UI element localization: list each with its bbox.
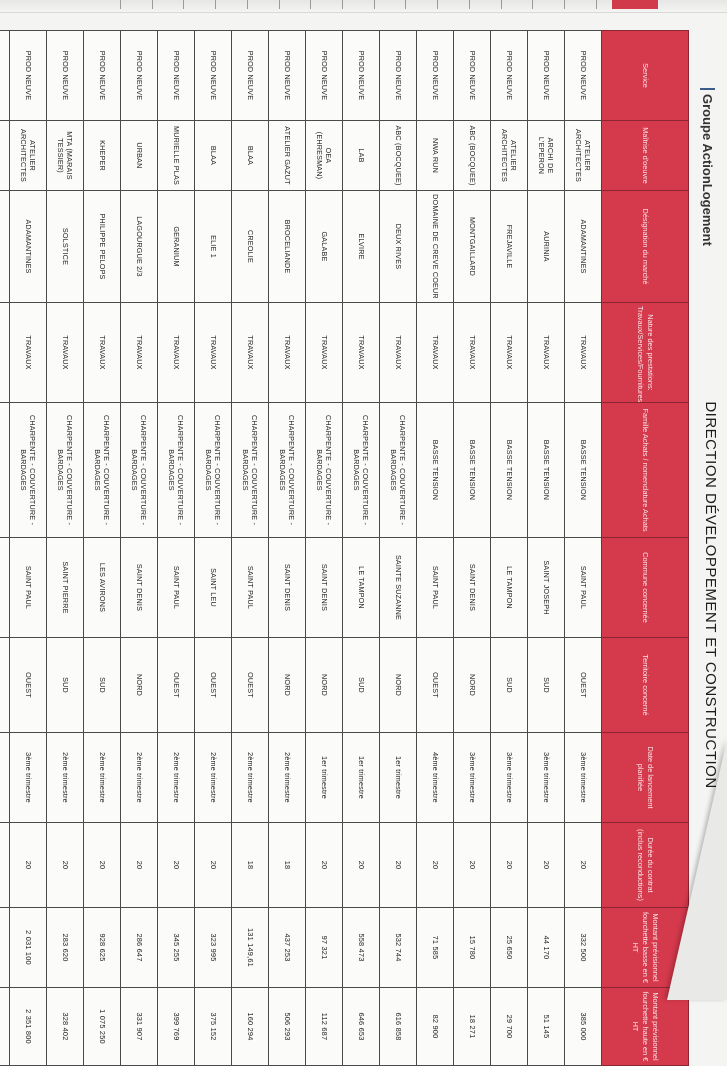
cell-designation: BROCELIANDE — [269, 191, 306, 303]
cell-nature: TRAVAUX — [47, 303, 84, 403]
cell-nature: TRAVAUX — [417, 303, 454, 403]
table-row — [0, 31, 10, 1066]
table-row — [232, 31, 269, 1066]
cell-nature: TRAVAUX — [232, 303, 269, 403]
table-row — [491, 31, 528, 1066]
cell-nature: TRAVAUX — [121, 303, 158, 403]
cell-maitrise-oeuvre: LAB — [343, 121, 380, 191]
cell-date-lancement: 3ème trimestre — [565, 733, 602, 823]
cell-duree: 20 — [454, 823, 491, 908]
header-service: Service — [602, 31, 689, 121]
cell-famille-achats: CHARPENTE - COUVERTURE - BARDAGES — [158, 403, 195, 538]
cell-territoire: NORD — [306, 638, 343, 733]
cell-designation: GALABE — [306, 191, 343, 303]
cell-commune: SAINT DENIS — [306, 538, 343, 638]
cell-service: PROD NEUVE — [121, 31, 158, 121]
cell-montant-haut: 112 687 — [306, 988, 343, 1066]
cell-montant-bas: 928 625 — [84, 908, 121, 988]
cell-date-lancement: 2ème trimestre — [232, 733, 269, 823]
table-row — [454, 31, 491, 1066]
brand-logo-text: Groupe ActionLogement — [700, 88, 715, 246]
cell-service: PROD NEUVE — [343, 31, 380, 121]
cell-territoire: NORD — [121, 638, 158, 733]
cell-date-lancement: 1er trimestre — [343, 733, 380, 823]
cell-commune: SAINT DENIS — [269, 538, 306, 638]
cell-commune: SAINT PAUL — [565, 538, 602, 638]
cell-nature: TRAVAUX — [10, 303, 47, 403]
cell-montant-bas: 131 149,61 — [232, 908, 269, 988]
cell-famille-achats: BASSE TENSION — [417, 403, 454, 538]
cell-commune: LE TAMPON — [491, 538, 528, 638]
cell-commune: SAINT DENIS — [454, 538, 491, 638]
cell-montant-haut: 616 858 — [380, 988, 417, 1066]
cell-nature: TRAVAUX — [491, 303, 528, 403]
cell-commune: SAINT PAUL — [417, 538, 454, 638]
cell-service: PROD NEUVE — [195, 31, 232, 121]
cell-territoire: OUEST — [195, 638, 232, 733]
header-duree-contrat: Durée du contrat (inclus reconductions) — [602, 823, 689, 908]
cell-duree: 20 — [343, 823, 380, 908]
cell-commune: LES AVIRONS — [84, 538, 121, 638]
cell-maitrise-oeuvre: ARCHI DE L'EPERON — [528, 121, 565, 191]
cell-commune: SAINT PAUL — [158, 538, 195, 638]
cell-maitrise-oeuvre: MURIELLE PLAS — [158, 121, 195, 191]
table-row — [565, 31, 602, 1066]
table-row — [121, 31, 158, 1066]
table-row — [417, 31, 454, 1066]
cell-designation: GERANIUM — [158, 191, 195, 303]
cell-montant-bas: 44 170 — [528, 908, 565, 988]
cell-maitrise-oeuvre: ABC (BOCQUEE) — [454, 121, 491, 191]
cell-montant-bas: 332 500 — [565, 908, 602, 988]
table-row — [10, 31, 47, 1066]
cell-montant-bas: 286 647 — [121, 908, 158, 988]
cell-designation: DEUX RIVES — [380, 191, 417, 303]
cell-commune: SAINT LEU — [195, 538, 232, 638]
header-montant-haut: Montant prévisionnel fourchette haute en € HT — [602, 988, 689, 1066]
cell-service: PROD NEUVE — [454, 31, 491, 121]
cell-territoire: SUD — [491, 638, 528, 733]
cell-montant-haut: 18 271 — [454, 988, 491, 1066]
cell-famille-achats: CHARPENTE - COUVERTURE - BARDAGES — [121, 403, 158, 538]
cell-montant-bas: 97 321 — [306, 908, 343, 988]
cell-montant-bas: 345 255 — [158, 908, 195, 988]
cell-territoire — [0, 638, 10, 733]
cell-commune: LE TAMPON — [343, 538, 380, 638]
cell-famille-achats: CHARPENTE - COUVERTURE - BARDAGES — [10, 403, 47, 538]
cell-territoire: OUEST — [158, 638, 195, 733]
cell-date-lancement: 2ème trimestre — [269, 733, 306, 823]
cell-famille-achats: CHARPENTE - COUVERTURE - BARDAGES — [84, 403, 121, 538]
cell-duree: 20 — [528, 823, 565, 908]
cell-designation: MONTGAILLARD — [454, 191, 491, 303]
cell-duree: 20 — [84, 823, 121, 908]
cell-maitrise-oeuvre: BLAA — [232, 121, 269, 191]
cell-designation: ELIE 1 — [195, 191, 232, 303]
cell-date-lancement: 1er trimestre — [306, 733, 343, 823]
cell-territoire: NORD — [269, 638, 306, 733]
header-maitrise-oeuvre: Maîtrise d'oeuvre — [602, 121, 689, 191]
header-nature-prestations: Nature des prestations: Travaux/Services/Fournitures — [602, 303, 689, 403]
cell-duree: 20 — [380, 823, 417, 908]
cell-date-lancement — [0, 733, 10, 823]
cell-famille-achats: BASSE TENSION — [565, 403, 602, 538]
cell-nature: TRAVAUX — [454, 303, 491, 403]
cell-famille-achats: BASSE TENSION — [491, 403, 528, 538]
cell-territoire: SUD — [84, 638, 121, 733]
cell-date-lancement: 4ème trimestre — [417, 733, 454, 823]
cell-nature: TRAVAUX — [269, 303, 306, 403]
cell-duree: 20 — [417, 823, 454, 908]
cell-nature — [0, 303, 10, 403]
cell-montant-haut: 399 769 — [158, 988, 195, 1066]
cell-montant-haut: 2 351 800 — [10, 988, 47, 1066]
cell-maitrise-oeuvre: ABC (BOCQUEE) — [380, 121, 417, 191]
cell-designation: AURINIA — [528, 191, 565, 303]
cell-duree: 20 — [491, 823, 528, 908]
cell-nature: TRAVAUX — [306, 303, 343, 403]
cell-service: PROD NEUVE — [269, 31, 306, 121]
cell-maitrise-oeuvre: ATELIER ARCHITECTES — [10, 121, 47, 191]
cell-designation: SOLSTICE — [47, 191, 84, 303]
cell-service: PROD NEUVE — [565, 31, 602, 121]
cell-montant-bas: 437 253 — [269, 908, 306, 988]
cell-designation: PHILIPPE PELOPS — [84, 191, 121, 303]
cell-service: PROD NEUVE — [158, 31, 195, 121]
cell-maitrise-oeuvre: ATELIER ARCHITECTES — [565, 121, 602, 191]
cell-designation: ADAMANTINES — [565, 191, 602, 303]
cell-famille-achats — [0, 403, 10, 538]
table-row — [158, 31, 195, 1066]
cell-territoire: OUEST — [232, 638, 269, 733]
cell-famille-achats: CHARPENTE - COUVERTURE - BARDAGES — [343, 403, 380, 538]
cell-date-lancement: 3ème trimestre — [454, 733, 491, 823]
cell-service: PROD NEUVE — [47, 31, 84, 121]
cell-duree: 18 — [269, 823, 306, 908]
cell-service: PROD NEUVE — [491, 31, 528, 121]
cell-famille-achats: BASSE TENSION — [528, 403, 565, 538]
header-famille-achats: Famille Achats / nomenclature Achats — [602, 403, 689, 538]
scanned-page — [19, 30, 727, 1062]
cell-nature: TRAVAUX — [343, 303, 380, 403]
cell-territoire: SUD — [528, 638, 565, 733]
cell-maitrise-oeuvre — [0, 121, 10, 191]
cell-montant-haut: 160 294 — [232, 988, 269, 1066]
table-row — [47, 31, 84, 1066]
table-row — [306, 31, 343, 1066]
header-designation-marche: Désignation du marché — [602, 191, 689, 303]
cell-duree: 20 — [47, 823, 84, 908]
cell-montant-haut — [0, 988, 10, 1066]
cell-service: PROD NEUVE — [10, 31, 47, 121]
cell-montant-haut: 29 700 — [491, 988, 528, 1066]
cell-nature: TRAVAUX — [528, 303, 565, 403]
cell-date-lancement: 2ème trimestre — [47, 733, 84, 823]
cell-nature: TRAVAUX — [565, 303, 602, 403]
cell-territoire: OUEST — [565, 638, 602, 733]
cell-territoire: NORD — [380, 638, 417, 733]
cell-designation: CREOLIE — [232, 191, 269, 303]
cell-service — [0, 31, 10, 121]
header-territoire: Territoire concerné — [602, 638, 689, 733]
cell-commune: SAINTE SUZANNE — [380, 538, 417, 638]
cell-duree: 20 — [158, 823, 195, 908]
table-row — [343, 31, 380, 1066]
scan-edge — [0, 0, 727, 13]
cell-designation — [0, 191, 10, 303]
cell-montant-bas: 25 650 — [491, 908, 528, 988]
cell-maitrise-oeuvre: KHEPER — [84, 121, 121, 191]
cell-maitrise-oeuvre: MTA (MARAIS TESSIER) — [47, 121, 84, 191]
cell-designation: DOMAINE DE CREVE COEUR — [417, 191, 454, 303]
cell-date-lancement: 2ème trimestre — [158, 733, 195, 823]
cell-famille-achats: BASSE TENSION — [454, 403, 491, 538]
cell-territoire: OUEST — [10, 638, 47, 733]
cell-maitrise-oeuvre: OEA (EHRESMAN) — [306, 121, 343, 191]
cell-service: PROD NEUVE — [306, 31, 343, 121]
cell-montant-haut: 328 402 — [47, 988, 84, 1066]
cell-territoire: OUEST — [417, 638, 454, 733]
procurement-table — [0, 30, 689, 1066]
cell-date-lancement: 3ème trimestre — [528, 733, 565, 823]
cell-commune: SAINT PAUL — [232, 538, 269, 638]
cell-montant-bas: 558 473 — [343, 908, 380, 988]
cell-date-lancement: 2ème trimestre — [121, 733, 158, 823]
page-curl — [667, 740, 727, 1000]
header-montant-bas: Montant prévisionnel fourchette basse en € HT — [602, 908, 689, 988]
cell-service: PROD NEUVE — [84, 31, 121, 121]
cell-designation: ELVIRE — [343, 191, 380, 303]
table-row — [195, 31, 232, 1066]
cell-maitrise-oeuvre: URBAN — [121, 121, 158, 191]
cell-commune: SAINT DENIS — [121, 538, 158, 638]
cell-date-lancement: 2ème trimestre — [84, 733, 121, 823]
cell-maitrise-oeuvre: BLAA — [195, 121, 232, 191]
cell-territoire: SUD — [343, 638, 380, 733]
cell-montant-haut: 646 653 — [343, 988, 380, 1066]
cell-duree: 20 — [121, 823, 158, 908]
cell-montant-bas: 323 995 — [195, 908, 232, 988]
header-commune: Commune concernée — [602, 538, 689, 638]
document-title: DIRECTION DÉVELOPPEMENT ET CONSTRUCTION — [702, 401, 719, 789]
cell-montant-haut: 1 075 250 — [84, 988, 121, 1066]
cell-montant-haut: 506 293 — [269, 988, 306, 1066]
cell-montant-bas: 283 620 — [47, 908, 84, 988]
cell-date-lancement: 3ème trimestre — [10, 733, 47, 823]
table-row — [269, 31, 306, 1066]
cell-montant-haut: 375 152 — [195, 988, 232, 1066]
cell-territoire: NORD — [454, 638, 491, 733]
cell-territoire: SUD — [47, 638, 84, 733]
cell-commune — [0, 538, 10, 638]
cell-montant-bas: 71 585 — [417, 908, 454, 988]
scan-red-tab — [612, 0, 658, 9]
cell-maitrise-oeuvre: ATELIER ARCHITECTES — [491, 121, 528, 191]
cell-montant-haut: 331 907 — [121, 988, 158, 1066]
cell-designation: FREJAVILLE — [491, 191, 528, 303]
cell-duree: 18 — [232, 823, 269, 908]
cell-montant-bas: 15 780 — [454, 908, 491, 988]
cell-famille-achats: CHARPENTE - COUVERTURE - BARDAGES — [306, 403, 343, 538]
cell-famille-achats: CHARPENTE - COUVERTURE - BARDAGES — [47, 403, 84, 538]
cell-montant-haut: 385 000 — [565, 988, 602, 1066]
cell-famille-achats: CHARPENTE - COUVERTURE - BARDAGES — [195, 403, 232, 538]
cell-duree: 20 — [195, 823, 232, 908]
cell-service: PROD NEUVE — [380, 31, 417, 121]
cell-nature: TRAVAUX — [380, 303, 417, 403]
cell-montant-bas — [0, 908, 10, 988]
cell-maitrise-oeuvre: ATELIER GAZUT — [269, 121, 306, 191]
cell-duree: 20 — [565, 823, 602, 908]
cell-famille-achats: CHARPENTE - COUVERTURE - BARDAGES — [380, 403, 417, 538]
cell-commune: SAINT PIERRE — [47, 538, 84, 638]
cell-duree: 20 — [306, 823, 343, 908]
cell-montant-bas: 532 744 — [380, 908, 417, 988]
cell-date-lancement: 3ème trimestre — [491, 733, 528, 823]
cell-famille-achats: CHARPENTE - COUVERTURE - BARDAGES — [269, 403, 306, 538]
cell-service: PROD NEUVE — [528, 31, 565, 121]
cell-service: PROD NEUVE — [232, 31, 269, 121]
cell-nature: TRAVAUX — [158, 303, 195, 403]
cell-service: PROD NEUVE — [417, 31, 454, 121]
cell-nature: TRAVAUX — [84, 303, 121, 403]
cell-famille-achats: CHARPENTE - COUVERTURE - BARDAGES — [232, 403, 269, 538]
cell-date-lancement: 2ème trimestre — [195, 733, 232, 823]
cell-montant-haut: 82 900 — [417, 988, 454, 1066]
cell-montant-haut: 51 145 — [528, 988, 565, 1066]
header-date-lancement: Date de lancement planifiée — [602, 733, 689, 823]
cell-duree — [0, 823, 10, 908]
table-row — [528, 31, 565, 1066]
cell-montant-bas: 2 031 100 — [10, 908, 47, 988]
cell-maitrise-oeuvre: NWA RUN — [417, 121, 454, 191]
cell-commune: SAINT JOSEPH — [528, 538, 565, 638]
table-body — [0, 31, 602, 1066]
cell-date-lancement: 1er trimestre — [380, 733, 417, 823]
cell-designation: LAGOURGUE 2/3 — [121, 191, 158, 303]
cell-duree: 20 — [10, 823, 47, 908]
scan-column-marks — [120, 0, 597, 10]
table-row — [84, 31, 121, 1066]
cell-designation: ADAMANTINES — [10, 191, 47, 303]
table-row — [380, 31, 417, 1066]
cell-nature: TRAVAUX — [195, 303, 232, 403]
cell-commune: SAINT PAUL — [10, 538, 47, 638]
